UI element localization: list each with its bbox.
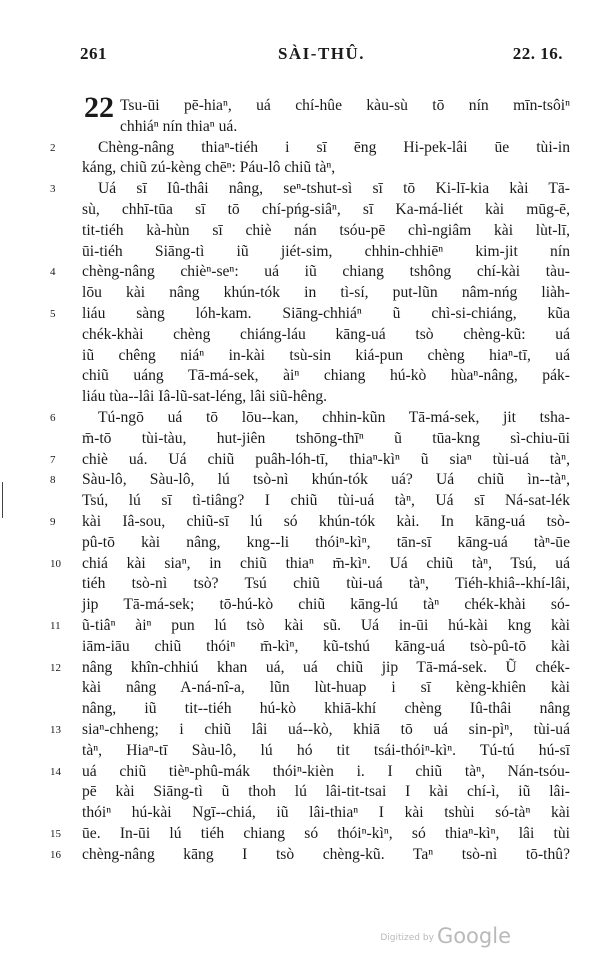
verse-number: 14 <box>50 765 61 778</box>
verse-number: 5 <box>50 307 56 320</box>
verse-number: 15 <box>50 827 61 840</box>
line-text: Sàu-lô, Sàu-lô, lú tsò-nì khún-tók uá? Uá chiũ ìn--tàⁿ, <box>82 471 570 489</box>
verse-number: 11 <box>50 619 61 632</box>
text-line <box>50 242 570 263</box>
line-text: m̄-tō tùi-tàu, hut-jiên tshōng-thīⁿ ũ tūa-kng sì-chiu-ūi <box>82 429 570 447</box>
line-text: uá chiũ tièⁿ-phû-mák thóiⁿ-kièn i. I chiũ tàⁿ, Nán-tsóu- <box>82 762 570 780</box>
verse-number: 9 <box>50 515 56 528</box>
line-text: liáu tùa--lâi Iâ-lũ-sat-léng, lâi siũ-hêng. <box>82 388 328 406</box>
text-line <box>50 200 570 221</box>
line-text: káng, chiũ zú-kèng chēⁿ: Páu-lô chiũ tàⁿ, <box>82 159 336 177</box>
text-line <box>50 117 570 138</box>
line-text: tit-tiéh kà-hùn sī chiè nán tsóu-pē chì-ngiâm kài lùt-lī, <box>82 221 570 239</box>
text-line <box>50 574 570 595</box>
verse-number: 6 <box>50 411 56 424</box>
text-line <box>50 366 570 387</box>
verse-number: 4 <box>50 266 56 279</box>
line-text: chiá kài siaⁿ, in chiũ thiaⁿ m̄-kìⁿ. Uá chiũ tàⁿ, Tsú, uá <box>82 554 570 572</box>
line-text: liáu sàng lóh-kam. Siāng-chhiáⁿ ũ chì-si-chiáng, kũa <box>82 304 570 322</box>
line-text: kài Iâ-sou, chiũ-sī lú só khún-tók kài. In kāng-uá tsò- <box>82 512 570 530</box>
verse-number: 2 <box>50 141 56 154</box>
line-text: kài nâng A-ná-nî-a, lũn lùt-huap i sī kèng-khiên kài <box>82 679 570 697</box>
text-line <box>50 803 570 824</box>
line-text: tiéh tsò-nì tsò? Tsú chiũ tùi-uá tàⁿ, Tiéh-khiâ--khí-lâi, <box>82 575 570 593</box>
line-text: pē kài Siāng-tì ũ thoh lú lâi-tit-tsai I kài chí-ì, iũ lâi- <box>82 783 570 801</box>
line-text: nâng, iũ tit--tiéh hú-kò khiā-khí chèng Iû-thâi nâng <box>82 700 570 718</box>
line-text: chèng-nâng kāng I tsò chèng-kũ. Taⁿ tsò-nì tō-thû? <box>82 845 570 863</box>
line-text: chèng-nâng chièⁿ-seⁿ: uá iũ chiang tshông chí-kài tàu- <box>82 263 570 281</box>
text-line <box>50 595 570 616</box>
text-line <box>50 450 570 471</box>
line-text: iũ chêng niáⁿ in-kài tsù-sin kiá-pun chèng hiaⁿ-tī, uá <box>82 346 570 364</box>
book-title: SÀI-THÛ. <box>277 44 366 63</box>
verse-number: 10 <box>50 557 61 570</box>
line-text: Chèng-nâng thiaⁿ-tiéh i sī ēng Hi-pek-lâi ūe tùi-in <box>98 138 570 156</box>
text-line <box>50 824 570 845</box>
text-line <box>50 845 570 866</box>
text-line <box>50 554 570 575</box>
chapter-number: 22 <box>84 91 114 124</box>
text-line <box>50 96 570 117</box>
line-text: Tú-ngō uá tō lōu--kan, chhin-kũn Tā-má-sek, jit tsha- <box>98 408 570 426</box>
line-text: thóiⁿ hú-kài Ngī--chiá, iũ lâi-thiaⁿ I kài tshùi só-tàⁿ kài <box>82 804 570 822</box>
text-line <box>50 699 570 720</box>
line-text: chék-khài chèng chiáng-láu kāng-uá tsò chèng-kũ: uá <box>82 325 570 343</box>
text-line <box>50 408 570 429</box>
text-line <box>50 283 570 304</box>
line-text: chhiáⁿ nín thiaⁿ uá. <box>120 117 238 135</box>
line-text: Tsú, lú sī tì-tiâng? I chiũ tùi-uá tàⁿ, Uá sī Ná-sat-lék <box>82 492 570 510</box>
verse-number: 13 <box>50 723 61 736</box>
verse-number: 12 <box>50 661 61 674</box>
digitized-by-text: Digitized by <box>380 933 434 943</box>
running-header <box>80 44 563 70</box>
line-text: sù, chhī-tūa sī tō chí-pńg-siâⁿ, sī Ka-má-liét kài mūg-ē, <box>82 200 570 218</box>
text-line <box>50 221 570 242</box>
line-text: tàⁿ, Hiaⁿ-tī Sàu-lô, lú hó tit tsái-thóiⁿ-kìⁿ. Tú-tú hú-sī <box>82 741 570 759</box>
text-line <box>50 346 570 367</box>
text-line <box>50 304 570 325</box>
line-text: ũ-tiâⁿ àiⁿ pun lú tsò kài sũ. Uá in-ūi hú-kài kng kài <box>82 616 570 634</box>
verse-number: 8 <box>50 474 56 487</box>
text-line <box>50 158 570 179</box>
page-number: 261 <box>80 44 107 63</box>
line-text: Tsu-ūi pē-hiaⁿ, uá chí-hûe kàu-sù tō nín mīn-tsôiⁿ <box>120 97 570 114</box>
text-line <box>50 782 570 803</box>
line-text: chiè uá. Uá chiũ puâh-lóh-tī, thiaⁿ-kìⁿ ũ siaⁿ tùi-uá tàⁿ, <box>82 450 570 468</box>
text-line <box>50 138 570 159</box>
text-line <box>50 325 570 346</box>
line-text: pû-tō kài nâng, kng--li thóiⁿ-kìⁿ, tān-sī kāng-uá tàⁿ-ūe <box>82 533 570 551</box>
line-text: Uá sī Iû-thâi nâng, seⁿ-tshut-sì sī tō Ki-lī-kia kài Tā- <box>98 180 570 198</box>
text-line <box>50 637 570 658</box>
line-text: nâng khîn-chhiú khan uá, uá chiũ jip Tā-má-sek. Ũ chék- <box>82 658 570 676</box>
verse-number: 3 <box>50 183 56 196</box>
text-line <box>50 387 570 408</box>
text-line <box>50 616 570 637</box>
text-line <box>50 429 570 450</box>
line-text: chiũ uáng Tā-má-sek, àiⁿ chiang hú-kò hùaⁿ-nâng, pák- <box>82 367 570 385</box>
line-text: ūe. In-ūi lú tiéh chiang só thóiⁿ-kìⁿ, só thiaⁿ-kìⁿ, lâi tùi <box>82 824 570 842</box>
line-text: jip Tā-má-sek; tō-hú-kò chiũ kāng-lú tàⁿ chék-khài só- <box>82 596 570 614</box>
text-line <box>50 762 570 783</box>
text-line <box>50 470 570 491</box>
chapter-text <box>50 91 570 865</box>
digitized-watermark <box>380 924 511 948</box>
verse-number: 16 <box>50 848 61 861</box>
line-text: siaⁿ-chheng; i chiũ lâi uá--kò, khiā tō uá sin-pìⁿ, tùi-uá <box>82 720 570 738</box>
margin-mark <box>2 482 3 518</box>
line-text: ūi-tiéh Siāng-tì iũ jiét-sim, chhin-chhiēⁿ kim-jit nín <box>82 242 570 260</box>
google-logo: Google <box>436 924 511 948</box>
text-line <box>50 678 570 699</box>
text-line <box>50 658 570 679</box>
chapter-verse-reference: 22. 16. <box>512 44 563 63</box>
text-line <box>50 512 570 533</box>
text-line <box>50 262 570 283</box>
text-line <box>50 741 570 762</box>
line-text: iām-iāu chiũ thóiⁿ m̄-kìⁿ, kũ-tshú kāng-uá tsò-pû-tō kài <box>82 637 570 655</box>
line-text: lōu kài nâng khún-tók in tì-sí, put-lũn nâm-nńg liàh- <box>82 284 570 302</box>
text-line <box>50 179 570 200</box>
text-line <box>50 720 570 741</box>
text-line <box>50 533 570 554</box>
verse-number: 7 <box>50 453 56 466</box>
text-line <box>50 491 570 512</box>
